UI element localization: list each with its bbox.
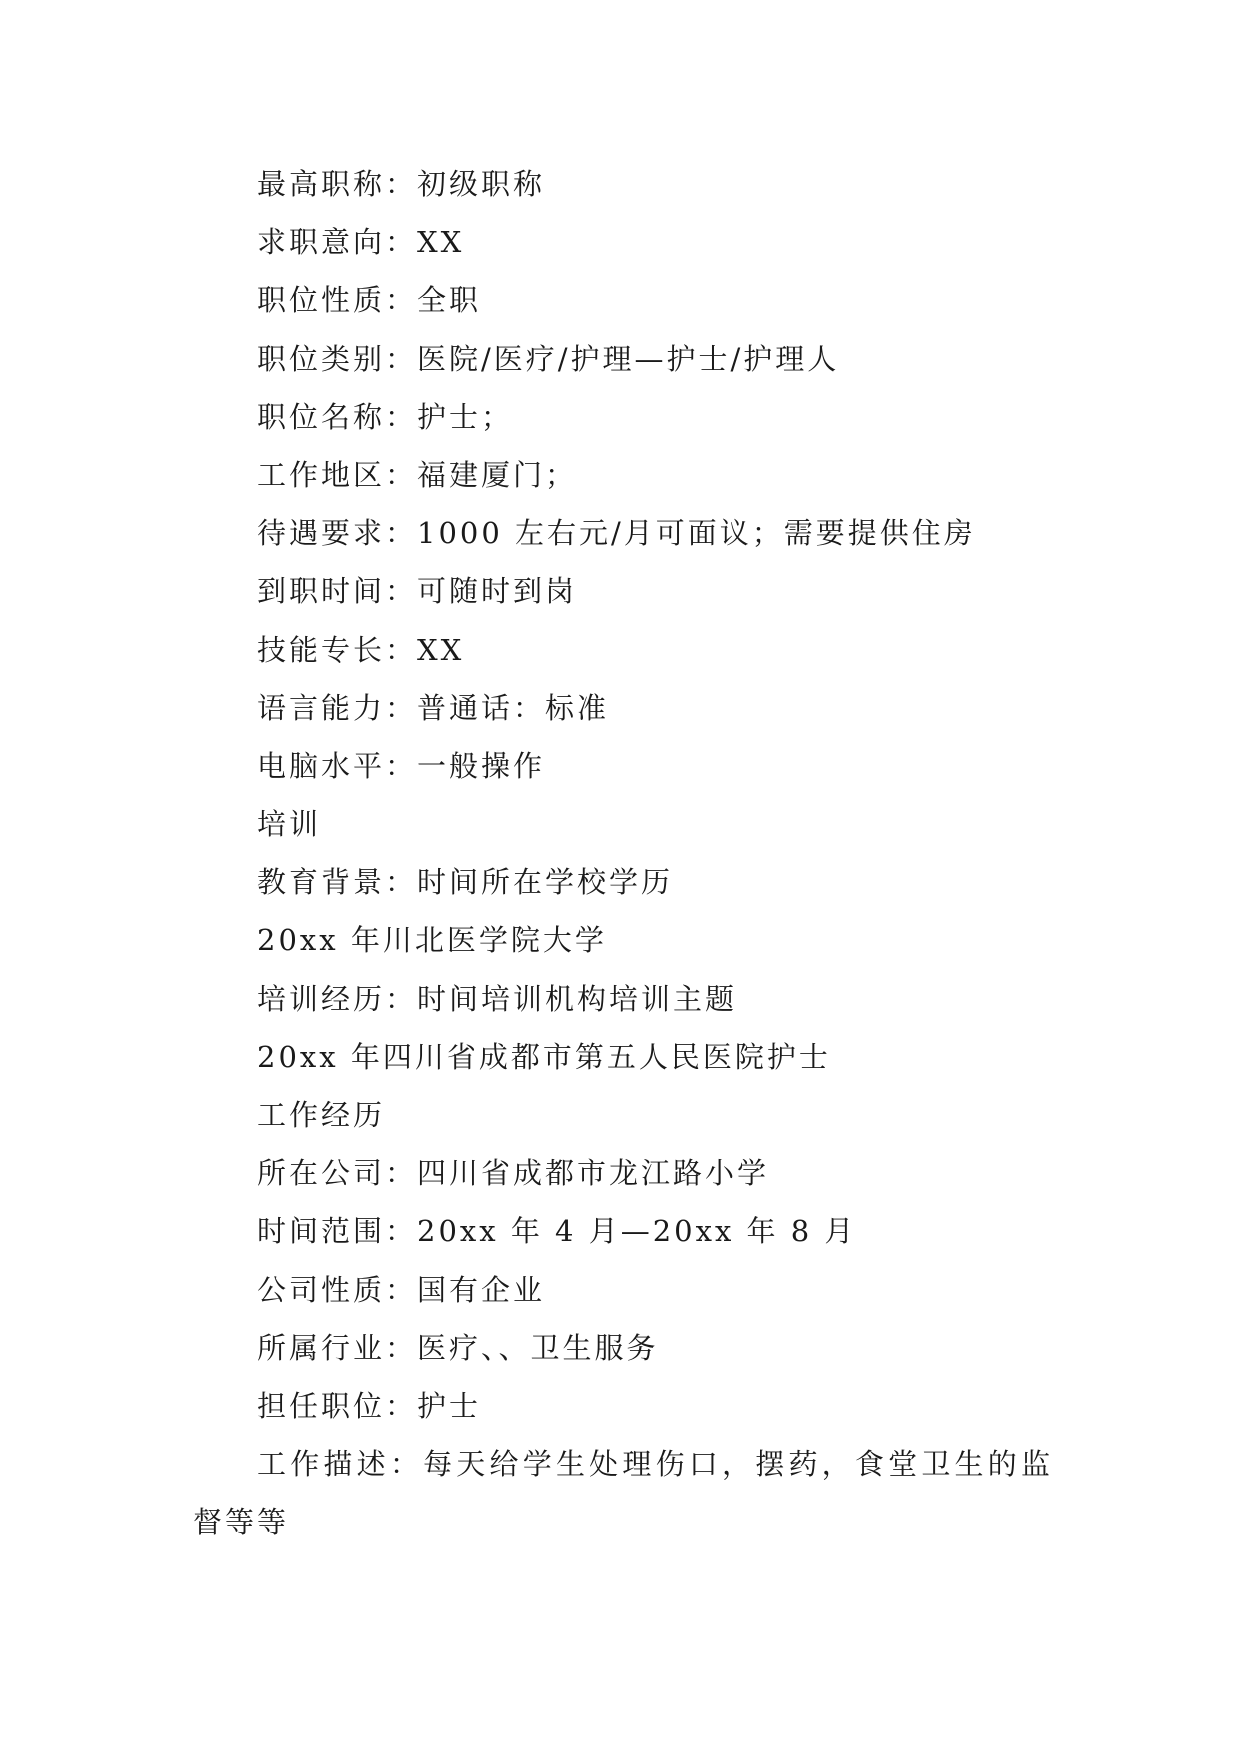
work-region-line: 工作地区：福建厦门； (257, 457, 578, 492)
education-background-line: 教育背景：时间所在学校学历 (257, 865, 674, 900)
highest-title-line: 最高职称：初级职称 (257, 167, 546, 201)
job-name-line: 职位名称：护士； (257, 399, 514, 434)
job-category-line: 职位类别：医院/医疗/护理—护士/护理人 (257, 341, 840, 376)
work-description-paragraph: 工作描述：每天给学生处理伤口，摆药，食堂卫生的监督等等 (193, 1447, 1053, 1540)
position-held-line: 担任职位：护士 (257, 1388, 482, 1423)
job-nature-line: 职位性质：全职 (257, 283, 482, 318)
company-nature-line: 公司性质：国有企业 (257, 1272, 546, 1307)
resume-content (193, 155, 1053, 1552)
training-experience-line: 培训经历：时间培训机构培训主题 (257, 981, 738, 1016)
training-heading: 培训 (257, 807, 322, 842)
start-time-line: 到职时间：可随时到岗 (257, 574, 578, 609)
computer-level-line: 电脑水平：一般操作 (257, 748, 546, 783)
language-ability-line: 语言能力：普通话：标准 (257, 690, 610, 725)
salary-requirement-line: 待遇要求：1000 左右元/月可面议；需要提供住房 (257, 516, 976, 551)
job-intention-line: 求职意向：XX (257, 225, 465, 260)
education-entry: 20xx 年川北医学院大学 (257, 923, 607, 958)
work-experience-heading: 工作经历 (257, 1098, 386, 1132)
company-line: 所在公司：四川省成都市龙江路小学 (257, 1156, 770, 1191)
training-entry: 20xx 年四川省成都市第五人民医院护士 (257, 1039, 831, 1074)
industry-line: 所属行业：医疗、、卫生服务 (257, 1330, 659, 1365)
time-range-line: 时间范围：20xx 年 4 月—20xx 年 8 月 (257, 1214, 857, 1249)
skills-line: 技能专长：XX (257, 632, 465, 667)
